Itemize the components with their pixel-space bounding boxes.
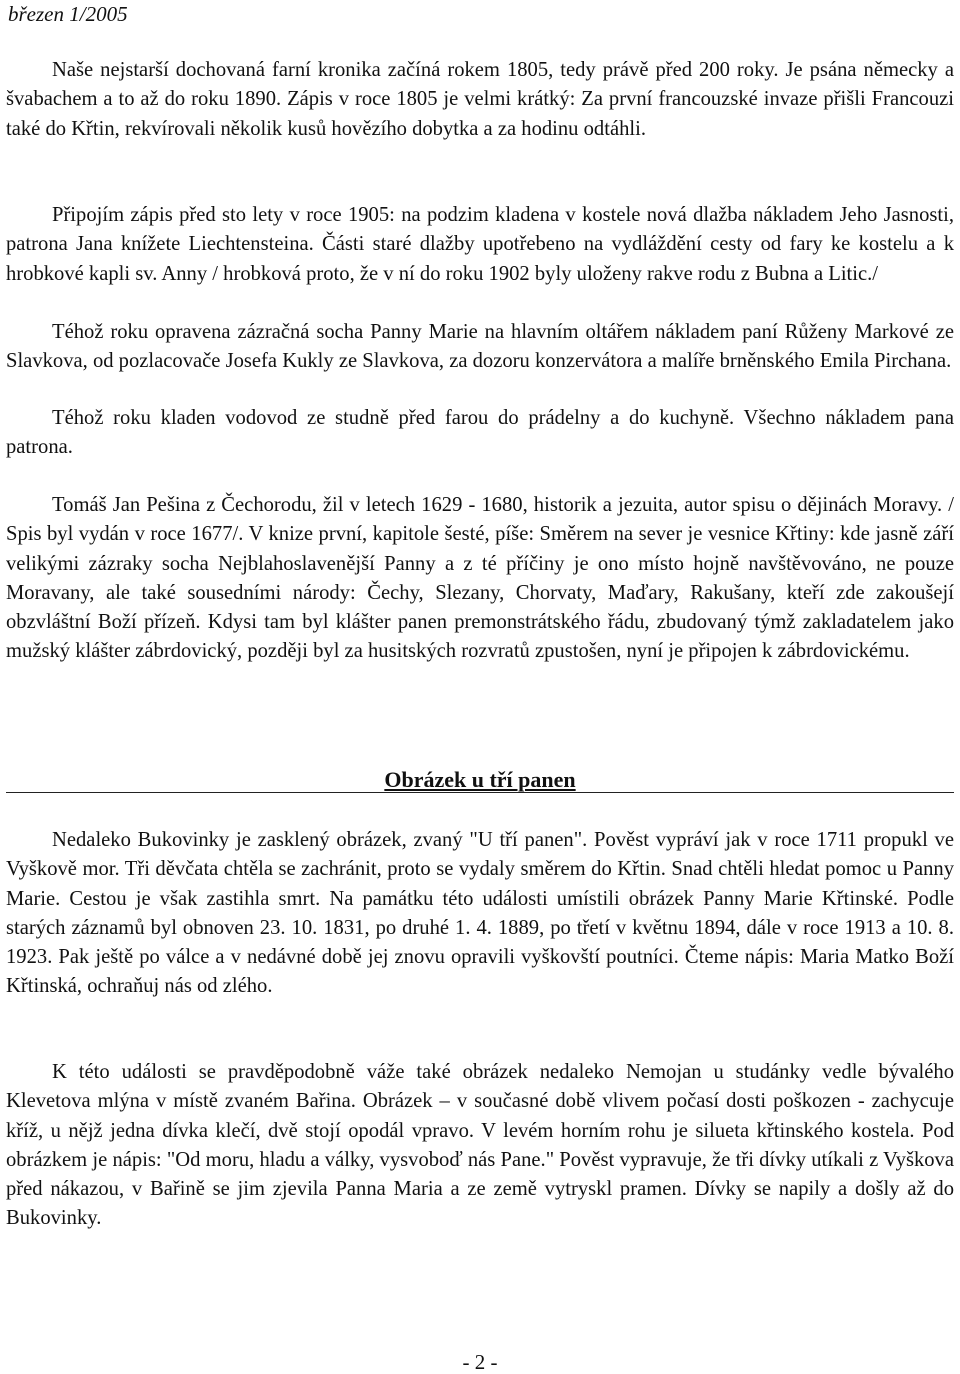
paragraph-three-maidens-legend: Nedaleko Bukovinky je zasklený obrázek, zvaný "U tří panen". Pověst vypráví jak v roce 1711 propukl ve Vyškově mor. Tři děvčata chtěla se zachránit, proto se vydaly směrem do Křtin. Snad chtěli hledat pomoc u Panny Marie. Cestou je však zastihla smrt. Na památku této události umístili obrázek Panny Marie Křtinské. Podle starých záznamů byl obnoven 23. 10. 1831, po druhé 1. 4. 1889, po třetí v květnu 1894, dále v roce 1913 a 10. 8. 1923. Pak ještě po válce a v nedávné době jej znovu opravili vyškovští poutníci. Čteme nápis: Maria Matko Boží Křtinská, ochraňuj nás od zlého.: [6, 829, 954, 998]
page-number: - 2 -: [462, 1350, 498, 1374]
paragraph-water-supply: Téhož roku kladen vodovod ze studně před farou do prádelny a do kuchyně. Všechno nákladem pana patrona.: [6, 407, 954, 459]
issue-date: březen 1/2005: [8, 2, 128, 26]
section-divider: [6, 792, 954, 793]
paragraph-statue-restoration: Téhož roku opravena zázračná socha Panny Marie na hlavním oltářem nákladem paní Růženy Markové ze Slavkova, od pozlacovače Josefa Kukly ze Slavkova, za dozoru konzervátora a malíře brněnského Emila Pirchana.: [6, 321, 954, 373]
section-title: Obrázek u tří panen: [384, 767, 576, 792]
paragraph-barina-picture: K této události se pravděpodobně váže také obrázek nedaleko Nemojan u studánky vedle bývalého Klevetova mlýna v místě zvaném Bařina. Obrázek – v současné době vlivem počasí dosti poškozen - zachycuje kříž, u nějž jedna dívka klečí, dvě stojí opodál vpravo. V levém horním rohu je silueta křtinského kostela. Pod obrázkem je nápis: "Od moru, hladu a války, vysvoboď nás Pane." Pověst vypravuje, že tři dívky utíkali z Vyškova před nákazou, v Bařině se jim zjevila Panna Maria a ze země vytryskl pramen. Dívky se napily a došly až do Bukovinky.: [6, 1061, 954, 1230]
paragraph-pesina: Tomáš Jan Pešina z Čechorodu, žil v letech 1629 - 1680, historik a jezuita, autor spisu o dějinách Moravy. / Spis byl vydán v roce 1677/. V knize první, kapitole šesté, píše: Směrem na sever je vesnice Křtiny: kde jasně září velikými zázraky socha Nejblahoslavenější Panny a z té příčiny je ono místo hojně navštěvováno, ne pouze Moravany, ale také sousedními národy: Čechy, Slezany, Chorvaty, Maďary, Rakušany, kteří zde zakoušejí obzvláštní Boží přízeň. Kdysi tam byl klášter panen premonstrátského řádu, zbudovaný týmž zakladatelem jako mužský klášter zábrdovický, později byl za husitských rozvratů zpustošen, nyní je připojen k zábrdovickému.: [6, 494, 954, 663]
paragraph-chronicle-intro: Naše nejstarší dochovaná farní kronika začíná rokem 1805, tedy právě před 200 roky. Je psána německy a švabachem a to až do roku 1890. Zápis v roce 1805 je velmi krátký: Za první francouzské invaze přišli Francouzi také do Křtin, rekvírovali několik kusů hovězího dobytka a za hodinu odtáhli.: [6, 59, 954, 140]
paragraph-1905-record: Připojím zápis před sto lety v roce 1905: na podzim kladena v kostele nová dlažba nákladem Jeho Jasnosti, patrona Jana knížete Liechtensteina. Části staré dlažby upotřebeno na vydláždění cesty od fary ke kostelu a k hrobkové kapli sv. Anny / hrobková proto, že v ní do roku 1902 byly uloženy rakve rodu z Bubna a Litic./: [6, 204, 954, 285]
